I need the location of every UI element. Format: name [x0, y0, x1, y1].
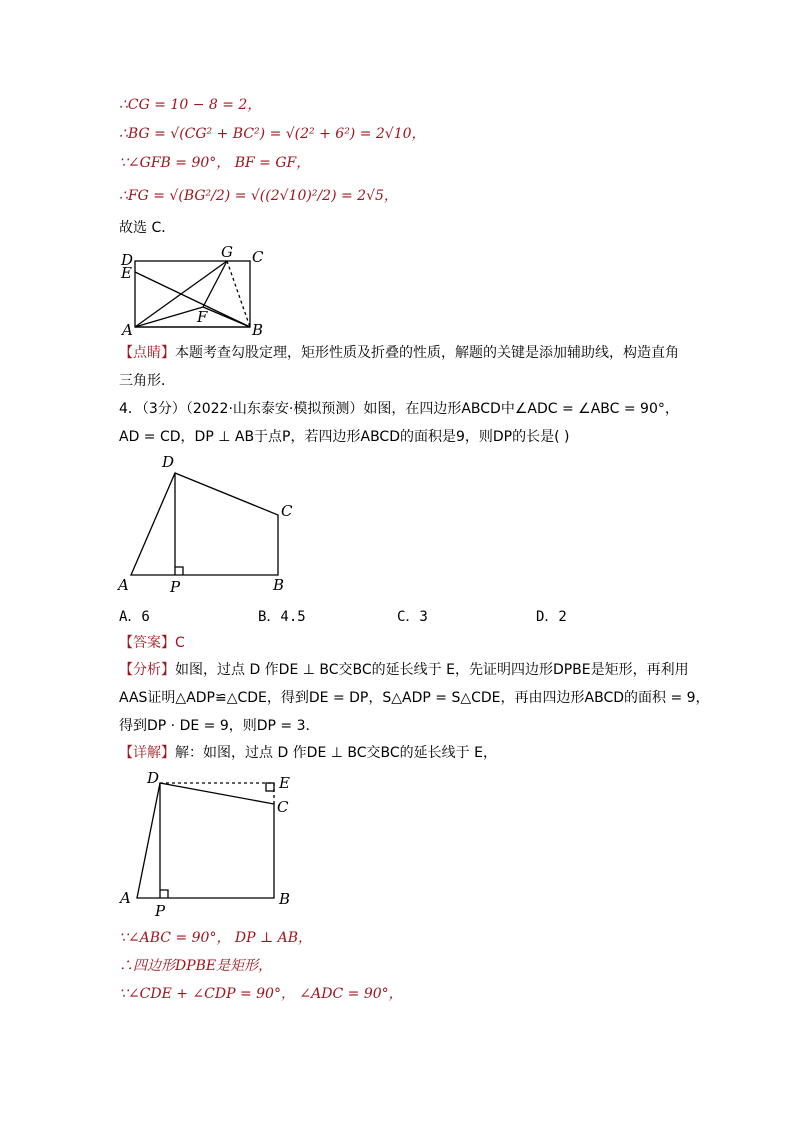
comment-text-1: 本题考查勾股定理，矩形性质及折叠的性质，解题的关键是添加辅助线，构造直角 [175, 345, 679, 361]
figure-quadrilateral [115, 450, 305, 598]
question-line-2: AD = CD，DP ⊥ AB于点P，若四边形ABCD的面积是9，则DP的长是( ) [119, 429, 570, 445]
label-C: C [277, 798, 289, 816]
label-D: D [121, 251, 134, 269]
option-c: C．3 [397, 609, 428, 625]
analysis-tag: 【分析】 [119, 662, 175, 678]
solution-line-3: ∵∠GFB = 90°， BF = GF， [119, 155, 311, 171]
label-A: A [122, 321, 133, 339]
detail-line-3: ∴四边形DPBE是矩形， [119, 958, 273, 974]
detail-line-2: ∵∠ABC = 90°， DP ⊥ AB， [119, 930, 313, 946]
label-P: P [155, 902, 166, 918]
label-E: E [121, 264, 132, 282]
solution-line-1: ∴CG = 10 − 8 = 2， [119, 97, 262, 113]
label-A: A [118, 576, 129, 594]
option-a: A．6 [119, 609, 150, 625]
label-D: D [147, 769, 160, 787]
label-B: B [273, 576, 285, 594]
choose-answer-line: 故选 C． [119, 220, 176, 236]
label-D: D [162, 453, 175, 471]
label-B: B [252, 321, 264, 339]
solution-line-2: ∴BG = √(CG² + BC²) = √(2² + 6²) = 2√10， [119, 126, 426, 142]
analysis-line-3: 得到DP · DE = 9，则DP = 3． [119, 718, 320, 734]
label-F: F [197, 308, 208, 326]
detail-line-4: ∵∠CDE + ∠CDP = 90°， ∠ADC = 90°， [119, 986, 403, 1002]
detail-line-1 [119, 743, 497, 763]
question-line-1: 4．（3分）（2022·山东泰安·模拟预测）如图，在四边形ABCD中∠ADC = ∠ABC = 90°， [119, 401, 679, 417]
analysis-line-2: AAS证明△ADP≌△CDE，得到DE = DP，S△ADP = S△CDE，再由四边形ABCD的面积 = 9， [119, 690, 710, 706]
solution-line-4: ∴FG = √(BG²/2) = √((2√10)²/2) = 2√5， [119, 188, 398, 204]
answer-value: C [175, 635, 185, 651]
label-A: A [120, 889, 131, 907]
figure-rectangle-fold [115, 244, 275, 339]
option-b: B．4.5 [258, 609, 306, 625]
analysis-text-1: 如图，过点 D 作DE ⊥ BC交BC的延长线于 E，先证明四边形DPBE是矩形，再利用 [175, 662, 689, 678]
label-G: G [221, 244, 233, 261]
answer-line [119, 633, 185, 653]
comment-line-2: 三角形． [119, 373, 175, 389]
label-C: C [281, 502, 293, 520]
label-P: P [170, 578, 181, 596]
label-C: C [252, 248, 264, 266]
comment-line-1 [119, 343, 679, 363]
detail-text-1: 解：如图，过点 D 作DE ⊥ BC交BC的延长线于 E， [175, 745, 497, 761]
figure-quadrilateral-auxiliary [115, 766, 305, 918]
analysis-line-1 [119, 660, 689, 680]
detail-tag: 【详解】 [119, 745, 175, 761]
option-d: D．2 [536, 609, 567, 625]
comment-tag: 【点睛】 [119, 345, 175, 361]
label-B: B [279, 890, 291, 908]
answer-tag: 【答案】 [119, 635, 175, 651]
label-E: E [279, 774, 290, 792]
